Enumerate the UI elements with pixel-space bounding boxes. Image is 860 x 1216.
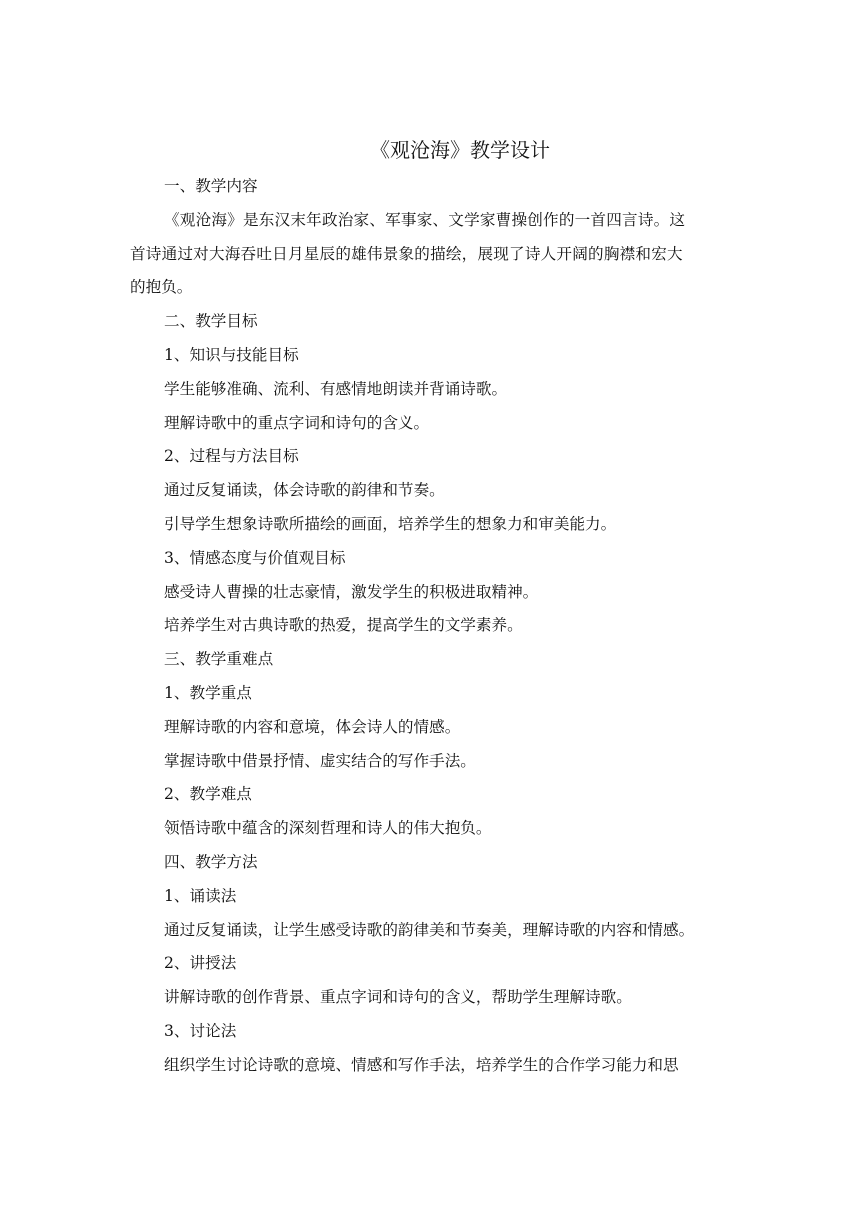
subheading: 2、讲授法 xyxy=(164,954,237,973)
subheading: 2、教学难点 xyxy=(164,785,252,804)
body-line: 培养学生对古典诗歌的热爱，提高学生的文学素养。 xyxy=(164,616,523,635)
body-line: 掌握诗歌中借景抒情、虚实结合的写作手法。 xyxy=(164,751,476,770)
section-heading-keypoints: 三、教学重难点 xyxy=(164,650,274,669)
subheading: 1、教学重点 xyxy=(164,683,252,702)
intro-paragraph xyxy=(130,210,734,298)
section-heading-goals: 二、教学目标 xyxy=(164,312,258,331)
body-line: 领悟诗歌中蕴含的深刻哲理和诗人的伟大抱负。 xyxy=(164,819,492,838)
subheading: 3、情感态度与价值观目标 xyxy=(164,548,346,567)
body-line: 理解诗歌的内容和意境，体会诗人的情感。 xyxy=(164,717,461,736)
section-heading-content: 一、教学内容 xyxy=(164,177,258,195)
document-body xyxy=(130,176,734,1089)
body-line: 感受诗人曹操的壮志豪情，激发学生的积极进取精神。 xyxy=(164,582,539,601)
subheading: 1、知识与技能目标 xyxy=(164,345,299,364)
document-title: 《观沧海》教学设计 xyxy=(370,138,550,162)
body-line: 通过反复诵读，体会诗歌的韵律和节奏。 xyxy=(164,481,445,500)
subheading: 2、过程与方法目标 xyxy=(164,447,299,466)
subheading: 1、诵读法 xyxy=(164,886,237,905)
body-line: 组织学生讨论诗歌的意境、情感和写作手法，培养学生的合作学习能力和思 xyxy=(164,1055,679,1074)
intro-line: 的抱负。 xyxy=(130,278,193,297)
intro-line: 首诗通过对大海吞吐日月星辰的雄伟景象的描绘，展现了诗人开阔的胸襟和宏大 xyxy=(130,244,683,263)
body-line: 引导学生想象诗歌所描绘的画面，培养学生的想象力和审美能力。 xyxy=(164,514,617,533)
body-line: 学生能够准确、流利、有感情地朗读并背诵诗歌。 xyxy=(164,379,508,398)
subheading: 3、讨论法 xyxy=(164,1021,237,1040)
body-line: 通过反复诵读，让学生感受诗歌的韵律美和节奏美，理解诗歌的内容和情感。 xyxy=(164,920,695,939)
body-line: 讲解诗歌的创作背景、重点字词和诗句的含义，帮助学生理解诗歌。 xyxy=(164,988,632,1007)
body-line: 理解诗歌中的重点字词和诗句的含义。 xyxy=(164,413,430,432)
intro-line: 《观沧海》是东汉末年政治家、军事家、文学家曹操创作的一首四言诗。这 xyxy=(164,210,686,229)
section-heading-methods: 四、教学方法 xyxy=(164,852,258,871)
